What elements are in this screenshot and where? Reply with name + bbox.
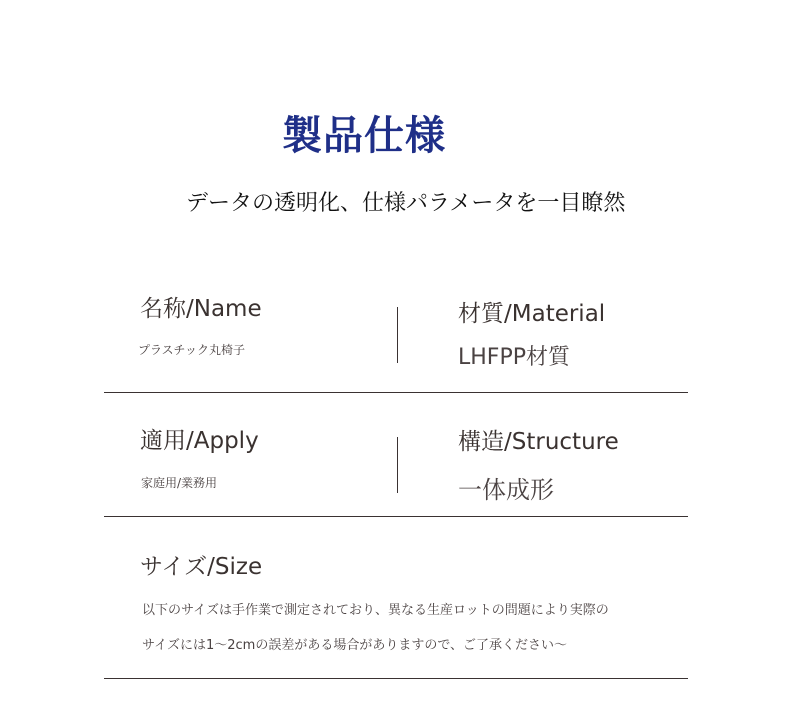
spec-usage-value: 家庭用/業務用 [141, 476, 218, 490]
spec-structure-value: 一体成形 [458, 476, 554, 504]
row-separator-3 [104, 678, 688, 679]
spec-size-note-line1: 以下のサイズは手作業で測定されており、異なる生産ロットの問題により実際の [142, 603, 609, 618]
spec-size-label: サイズ/Size [140, 554, 263, 580]
page-title: 製品仕様 [282, 113, 446, 159]
spec-name-value: プラスチック丸椅子 [138, 343, 246, 357]
page-subtitle: データの透明化、仕様パラメータを一目瞭然 [186, 191, 626, 216]
spec-usage-label: 適用/Apply [140, 428, 259, 454]
spec-name-label: 名称/Name [140, 296, 262, 322]
spec-material-value: LHFPP材質 [458, 345, 570, 370]
row-separator-1 [104, 392, 688, 393]
spec-material-label: 材質/Material [458, 301, 606, 327]
row2-divider [397, 437, 398, 493]
row1-divider [397, 307, 398, 363]
row-separator-2 [104, 516, 688, 517]
spec-structure-label: 構造/Structure [458, 429, 619, 455]
spec-size-note-line2: サイズには1〜2cmの誤差がある場合がありますので、ご了承ください〜 [142, 638, 568, 653]
